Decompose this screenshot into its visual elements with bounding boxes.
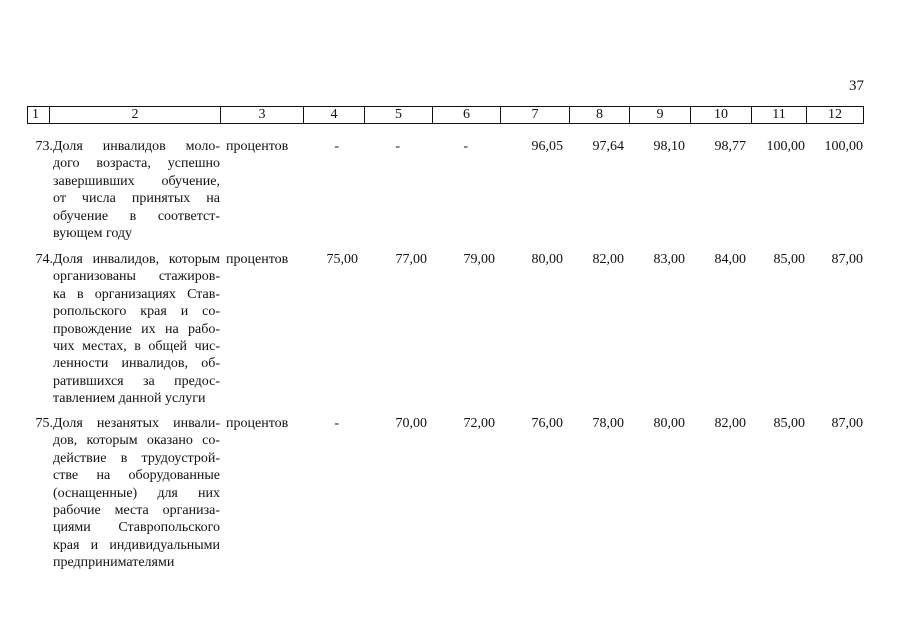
- value-col-8: 82,00: [592, 252, 624, 267]
- value-col-4: 75,00: [326, 252, 358, 267]
- header-cell-1: 1: [27, 106, 49, 124]
- name-line: Доля инвалидов, которым: [53, 252, 220, 267]
- value-col-12: 87,00: [831, 416, 863, 431]
- name-line: Доля незанятых инвали-: [53, 416, 220, 431]
- value-col-11: 100,00: [766, 139, 805, 154]
- row-number: 74.: [35, 252, 53, 267]
- header-cell-12: 12: [806, 106, 864, 124]
- name-line: обучение в соответст-: [53, 208, 220, 224]
- header-cell-2: 2: [49, 106, 220, 124]
- unit-label: процентов: [226, 252, 289, 267]
- name-line: ка в организациях Став-: [53, 286, 220, 302]
- page-number: 37: [849, 78, 864, 94]
- value-col-10: 84,00: [714, 252, 746, 267]
- header-cell-9: 9: [629, 106, 690, 124]
- table-header: [27, 106, 864, 124]
- indicator-name: [53, 138, 220, 242]
- value-col-4: -: [334, 139, 339, 154]
- value-col-9: 98,10: [653, 139, 685, 154]
- value-col-6: 79,00: [463, 252, 495, 267]
- value-col-5: 70,00: [395, 416, 427, 431]
- value-col-6: 72,00: [463, 416, 495, 431]
- unit-label: процентов: [226, 139, 289, 154]
- value-col-10: 98,77: [714, 139, 746, 154]
- value-col-4: -: [334, 416, 339, 431]
- value-col-5: -: [395, 139, 400, 154]
- name-line: организованы стажиров-: [53, 269, 220, 285]
- name-line: действие в трудоустрой-: [53, 450, 220, 466]
- name-line: от числа принятых на: [53, 191, 220, 207]
- header-cell-6: 6: [432, 106, 500, 124]
- value-col-12: 100,00: [824, 139, 863, 154]
- header-cell-5: 5: [364, 106, 432, 124]
- name-line: вующем году: [53, 226, 133, 242]
- header-cell-7: 7: [500, 106, 569, 124]
- value-col-11: 85,00: [773, 252, 805, 267]
- name-line: завершивших обучение,: [53, 173, 220, 189]
- indicator-name: [53, 415, 220, 572]
- unit-label: процентов: [226, 416, 289, 431]
- value-col-7: 76,00: [531, 416, 563, 431]
- name-line: ропольского края и со-: [53, 304, 220, 320]
- value-col-5: 77,00: [395, 252, 427, 267]
- name-line: Доля инвалидов моло-: [53, 139, 220, 154]
- value-col-6: -: [463, 139, 468, 154]
- value-col-9: 83,00: [653, 252, 685, 267]
- value-col-7: 80,00: [531, 252, 563, 267]
- name-line: тавлением данной услуги: [53, 391, 206, 407]
- value-col-9: 80,00: [653, 416, 685, 431]
- name-line: циями Ставропольского: [53, 520, 220, 536]
- value-col-8: 78,00: [592, 416, 624, 431]
- row-number: 73.: [35, 139, 53, 154]
- row-number: 75.: [35, 416, 53, 431]
- indicator-name: [53, 251, 220, 408]
- name-line: дого возраста, успешно: [53, 156, 220, 172]
- value-col-8: 97,64: [592, 139, 624, 154]
- value-col-12: 87,00: [831, 252, 863, 267]
- value-col-7: 96,05: [531, 139, 563, 154]
- name-line: дов, которым оказано со-: [53, 433, 220, 449]
- value-col-10: 82,00: [714, 416, 746, 431]
- name-line: (оснащенные) для них: [53, 485, 220, 501]
- name-line: края и индивидуальными: [53, 537, 220, 553]
- name-line: стве на оборудованные: [53, 468, 220, 484]
- name-line: предпринимателями: [53, 555, 175, 571]
- header-cell-3: 3: [220, 106, 303, 124]
- header-cell-10: 10: [690, 106, 751, 124]
- name-line: чих местах, в общей чис-: [53, 339, 220, 355]
- header-cell-11: 11: [751, 106, 806, 124]
- name-line: ратившихся за предос-: [53, 373, 220, 389]
- header-cell-8: 8: [569, 106, 629, 124]
- header-cell-4: 4: [303, 106, 364, 124]
- name-line: ленности инвалидов, об-: [53, 356, 220, 372]
- value-col-11: 85,00: [773, 416, 805, 431]
- name-line: провождение их на рабо-: [53, 321, 220, 337]
- name-line: рабочие места организа-: [53, 503, 220, 519]
